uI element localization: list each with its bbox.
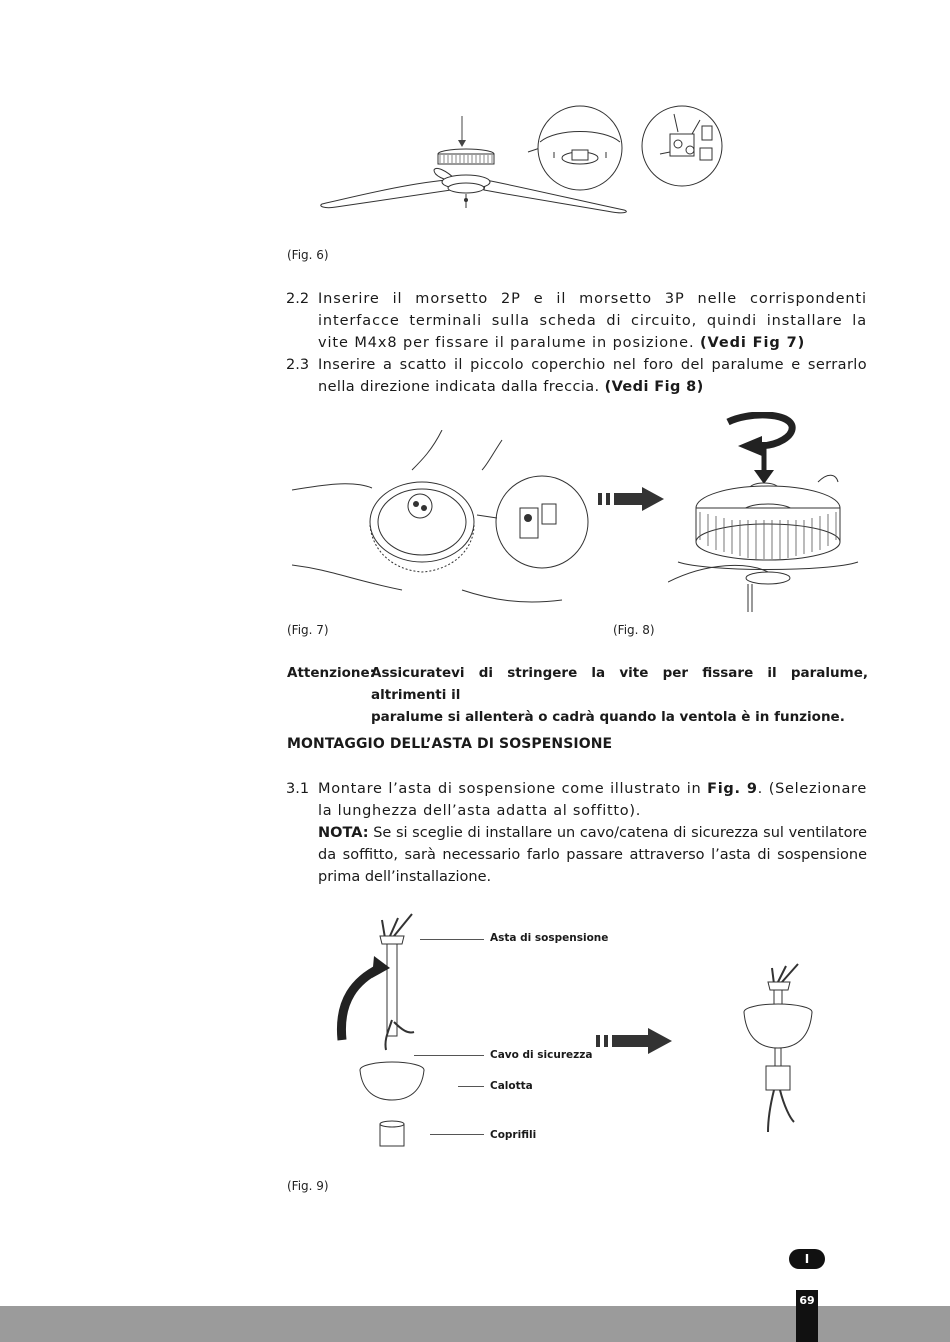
label-cover: Coprifili [490,1129,537,1141]
figure-reference: (Vedi Fig 8) [604,379,704,395]
label-cable: Cavo di sicurezza [490,1049,593,1061]
label-line-cable [414,1055,484,1056]
note-text: Se si sceglie di installare un cavo/catena di sicurezza sul ventilatore da soffitto, sarà necessario farlo passare attraverso l’asta di sospensione prima dell’installazione. [318,825,868,885]
language-badge: I [789,1249,825,1269]
label-rod: Asta di sospensione [490,932,609,944]
fig9-left-illustration [330,910,490,1150]
step-2-2 [286,288,867,354]
figure-reference: Fig. 9 [707,781,758,797]
label-canopy: Calotta [490,1080,533,1092]
label-line-canopy [458,1086,484,1087]
figure-reference: (Vedi Fig 7) [699,335,806,351]
step-number: 2.3 [286,357,310,373]
fig6-caption: (Fig. 6) [287,248,329,262]
step-text: Montare l’asta di sospensione come illustrato in [318,781,702,797]
warning-text [371,662,868,728]
fig7-caption: (Fig. 7) [287,623,329,637]
step-text-cont: . (Selezionare la lunghezza dell’asta adatta al soffitto). [318,781,867,819]
step-text: Inserire a scatto il piccolo coperchio nel foro del paralume e serrarlo nella direzione indicata dalla freccia. [318,357,867,395]
label-line-cover [430,1134,484,1135]
step-number: 2.2 [286,291,310,307]
warning-block [287,662,868,728]
step-3-1 [286,778,867,888]
dashed-arrow-icon [596,1028,672,1058]
step-2-3 [286,354,867,398]
fig6-illustration [316,100,636,225]
step-text: Inserire il morsetto 2P e il morsetto 3P nelle corrispondenti interfacce terminali sulla scheda di circuito, quindi installare la vite M4x8 per fissare il paralume in posizione. [318,291,867,351]
note-label: NOTA: [318,825,369,841]
page-number: 69 [799,1294,815,1307]
fig8-caption: (Fig. 8) [613,623,655,637]
fig7-illustration [292,430,592,615]
warning-line-2: paralume si allenterà o cadrà quando la ventola è in funzione. [371,709,845,725]
fig9-right-illustration [738,962,818,1137]
warning-line-1: Assicuratevi di stringere la vite per fissare il paralume, altrimenti il [371,665,868,703]
dashed-arrow-icon [598,487,664,515]
fig8-illustration [668,412,868,617]
fig6-detail-circle [640,104,726,190]
label-line-rod [420,939,484,940]
section-heading: MONTAGGIO DELL’ASTA DI SOSPENSIONE [287,736,613,752]
step-number: 3.1 [286,781,310,797]
warning-label: Attenzione: [287,665,376,681]
fig9-caption: (Fig. 9) [287,1179,329,1193]
